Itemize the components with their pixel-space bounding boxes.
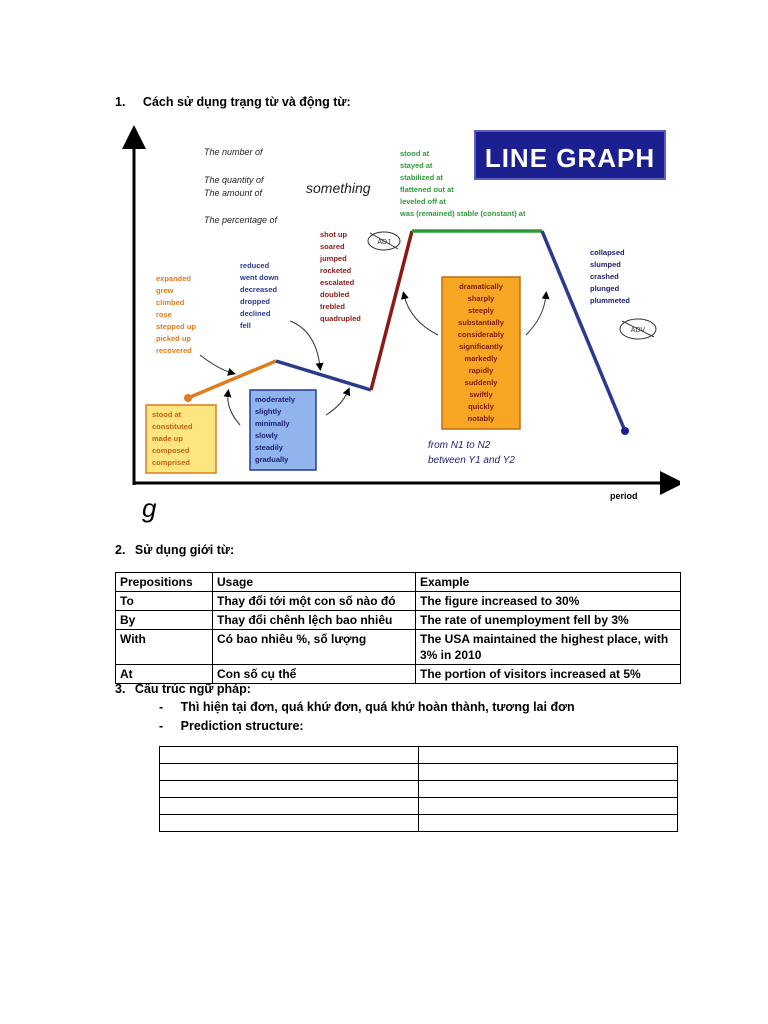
fall-words	[239, 261, 279, 330]
sharp-rise-word: quadrupled	[320, 314, 361, 323]
sharp-rise-word: rocketed	[320, 266, 352, 275]
subject-quantity-of: The quantity of	[204, 175, 264, 185]
between-label: between Y1 and Y2	[428, 455, 515, 466]
adv-fast-word: dramatically	[459, 282, 503, 291]
arrow-rise	[200, 355, 232, 373]
table-cell	[160, 815, 419, 832]
prepositions-table	[115, 572, 681, 684]
fall-word: declined	[240, 309, 271, 318]
header-cell: Usage	[213, 573, 416, 592]
plateau-word: stood at	[400, 149, 430, 158]
table-cell	[160, 764, 419, 781]
plateau-word: stabilized at	[400, 173, 443, 182]
arrow-fast-left	[404, 295, 438, 335]
arrow-slow-right	[326, 391, 348, 415]
section-3-number: 3.	[115, 682, 126, 696]
table-cell	[160, 798, 419, 815]
adv-slow-word: slowly	[255, 431, 278, 440]
something-word: something	[306, 180, 371, 196]
rise-word: grew	[156, 286, 174, 295]
table-cell: By	[116, 611, 213, 630]
arrow-slow-left	[228, 393, 240, 425]
table-row	[116, 630, 681, 665]
table-cell	[160, 781, 419, 798]
table-header-row	[116, 573, 681, 592]
fall-word: reduced	[240, 261, 270, 270]
table-row	[160, 764, 678, 781]
crash-word: plummeted	[590, 296, 631, 305]
bullet-marker: -	[159, 700, 164, 714]
adv-slow-word: moderately	[255, 395, 296, 404]
segment-sharp-rise	[371, 231, 412, 390]
crash-word: collapsed	[590, 248, 625, 257]
fall-word: fell	[240, 321, 251, 330]
section-2-number: 2.	[115, 543, 126, 557]
start-word: stood at	[152, 410, 182, 419]
bullet-marker: -	[159, 719, 164, 733]
line-graph-figure	[120, 125, 680, 525]
rise-word: rose	[156, 310, 172, 319]
section-1-number: 1.	[115, 95, 126, 109]
section-2-title: Sử dụng giới từ:	[134, 543, 235, 557]
table-cell	[419, 781, 678, 798]
prediction-structure-table	[159, 746, 678, 832]
table-cell	[419, 747, 678, 764]
table-cell: The USA maintained the highest place, with 3% in 2010	[416, 630, 681, 665]
crash-word: slumped	[590, 260, 621, 269]
plateau-word: flattened out at	[400, 185, 454, 194]
adv-fast-word: considerably	[457, 330, 505, 339]
arrow-fast-right	[526, 295, 546, 335]
sharp-rise-word: doubled	[320, 290, 350, 299]
table-row	[116, 611, 681, 630]
subject-percentage-of: The percentage of	[204, 215, 278, 225]
end-point	[621, 427, 629, 435]
subject-phrases	[204, 147, 279, 225]
table-row	[160, 815, 678, 832]
adv-tag-label: ADV	[630, 327, 646, 334]
table-cell: The rate of unemployment fell by 3%	[416, 611, 681, 630]
rise-word: picked up	[156, 334, 192, 343]
adv-fast-word: sharply	[467, 294, 495, 303]
sharp-rise-word: trebled	[320, 302, 346, 311]
sharp-rise-word: jumped	[320, 254, 347, 263]
section-2-heading	[115, 543, 234, 557]
table-cell	[160, 747, 419, 764]
start-point	[184, 394, 192, 402]
crash-words	[590, 248, 630, 305]
adv-fast-word: substantially	[458, 318, 504, 327]
rise-word: climbed	[156, 298, 185, 307]
adv-slow-word: gradually	[255, 455, 289, 464]
adv-fast-word: steeply	[468, 306, 494, 315]
section-1-heading	[115, 95, 351, 109]
table-cell: Thay đổi chênh lệch bao nhiêu	[213, 611, 416, 630]
plateau-word: leveled off at	[400, 197, 446, 206]
header-cell: Example	[416, 573, 681, 592]
adv-fast-word: suddenly	[464, 378, 498, 387]
x-axis-label: period	[610, 491, 638, 501]
table-row	[116, 665, 681, 684]
fall-word: went down	[240, 273, 279, 282]
adj-tag-label: ADJ	[377, 239, 391, 246]
start-word: made up	[152, 434, 183, 443]
from-to-label: from N1 to N2	[428, 440, 491, 451]
section-1-title: Cách sử dụng trạng từ và động từ:	[142, 95, 351, 109]
arrow-fall	[290, 321, 320, 367]
table-cell: To	[116, 592, 213, 611]
table-cell	[419, 815, 678, 832]
table-cell	[419, 764, 678, 781]
sharp-rise-words	[319, 230, 361, 323]
table-cell: Con số cụ thể	[213, 665, 416, 684]
crash-word: plunged	[590, 284, 620, 293]
start-word: constituted	[152, 422, 193, 431]
bullet-item	[159, 719, 304, 733]
start-word: composed	[152, 446, 190, 455]
plateau-word: was (remained) stable (constant) at	[400, 209, 526, 218]
plateau-word: stayed at	[400, 161, 433, 170]
rise-word: expanded	[156, 274, 192, 283]
section-3-heading	[115, 682, 251, 696]
table-cell: The figure increased to 30%	[416, 592, 681, 611]
fall-word: dropped	[240, 297, 270, 306]
crash-word: crashed	[590, 272, 619, 281]
y-axis-label: g	[142, 493, 157, 523]
sharp-rise-word: soared	[320, 242, 345, 251]
start-word: comprised	[152, 458, 190, 467]
subject-number-of: The number of	[204, 147, 263, 157]
sharp-rise-word: escalated	[320, 278, 355, 287]
banner-title: LINE GRAPH	[484, 143, 656, 173]
adv-slow-word: minimally	[255, 419, 290, 428]
adv-fast-word: notably	[467, 414, 495, 423]
bullet-item	[159, 700, 575, 714]
table-cell: Thay đổi tới một con số nào đó	[213, 592, 416, 611]
table-cell: At	[116, 665, 213, 684]
adv-fast-word: rapidly	[468, 366, 494, 375]
bullet-text: Thì hiện tại đơn, quá khứ đơn, quá khứ hoàn thành, tương lai đơn	[180, 700, 575, 714]
adv-fast-word: quickly	[468, 402, 494, 411]
table-row	[160, 798, 678, 815]
section-3-title: Cấu trúc ngữ pháp:	[134, 682, 251, 696]
table-row	[116, 592, 681, 611]
table-row	[160, 747, 678, 764]
rise-word: stepped up	[156, 322, 197, 331]
table-cell: Có bao nhiêu %, số lượng	[213, 630, 416, 665]
sharp-rise-word: shot up	[320, 230, 348, 239]
segment-fall	[276, 361, 371, 390]
rise-word: recovered	[156, 346, 192, 355]
adv-fast-word: significantly	[459, 342, 503, 351]
adv-slow-word: slightly	[255, 407, 282, 416]
adv-fast-word: swiftly	[469, 390, 493, 399]
header-cell: Prepositions	[116, 573, 213, 592]
table-row	[160, 781, 678, 798]
table-cell: With	[116, 630, 213, 665]
rise-words	[156, 274, 196, 355]
adv-slow-word: steadily	[255, 443, 283, 452]
bullet-text: Prediction structure:	[180, 719, 304, 733]
adv-fast-word: markedly	[464, 354, 498, 363]
table-cell: The portion of visitors increased at 5%	[416, 665, 681, 684]
table-cell	[419, 798, 678, 815]
fall-word: decreased	[240, 285, 278, 294]
subject-amount-of: The amount of	[204, 188, 263, 198]
